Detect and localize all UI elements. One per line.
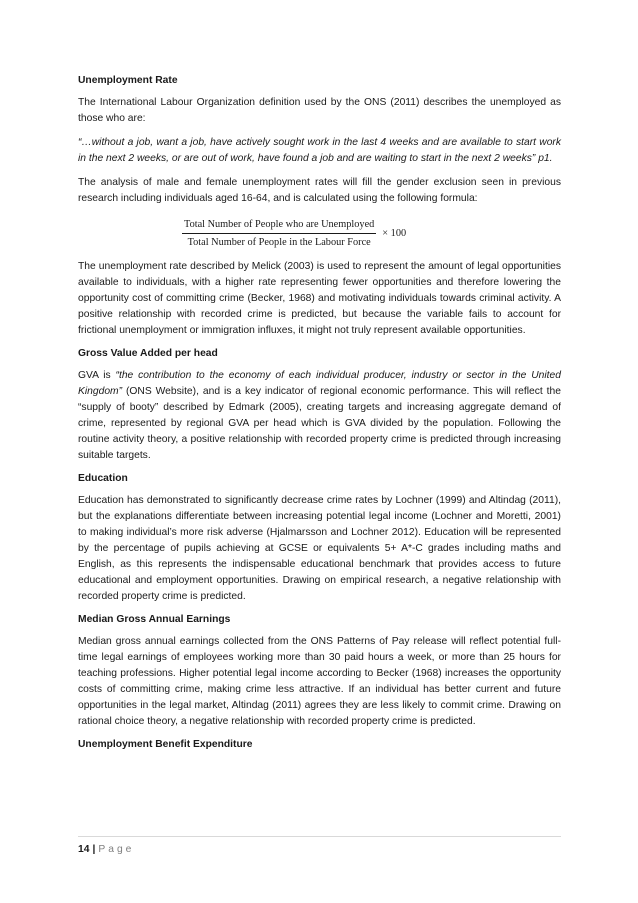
- paragraph-earnings: Median gross annual earnings collected from the ONS Patterns of Pay release will reflect potential full-time legal earnings of employees working more than 30 paid hours a week, or more than 25 hours for teaching professions. Higher potential legal income according to Becker (1968) increases the opportunity costs of committing crime, making crime less attractive. If an individual has better current and future opportunities in the legal market, Altindag (2011) agrees they are less likely to commit crime. Drawing on rational choice theory, a negative relationship with recorded property crime is predicted.: [78, 636, 561, 727]
- heading-unemployment-rate: Unemployment Rate: [78, 75, 178, 86]
- formula-numerator: Total Number of People who are Unemployed: [182, 218, 376, 234]
- paragraph-ilo-definition: The International Labour Organization definition used by the ONS (2011) describes the unemployed as those who are:: [78, 97, 561, 124]
- formula-fraction: [182, 218, 376, 249]
- gva-rest: (ONS Website), and is a key indicator of regional economic performance. This will reflect the “supply of booty” described by Edmark (2005), creating targets and increasing aggregate demand of crime, represented by regional GVA per head which is GVA divided by the population. Following the routine activity theory, a positive relationship with recorded property crime is predicted through increasing suitable targets.: [78, 386, 561, 461]
- heading-benefit-expenditure: Unemployment Benefit Expenditure: [78, 739, 253, 750]
- paragraph-gva: [78, 368, 561, 464]
- paragraph-education: Education has demonstrated to significantly decrease crime rates by Lochner (1999) and Altindag (2011), but the explanations differentiate between increasing potential legal income (Lochner and Moretti, 2001) to making individual’s more risk adverse (Hjalmarsson and Lochner 2012). Education will be represented by the percentage of pupils achieving at GCSE or equivalents 5+ A*-C grades including maths and English, as this represents the indispensable educational benchmark that provides access to future educational and employment opportunities. Drawing on empirical research, a negative relationship with recorded property crime is predicted.: [78, 495, 561, 602]
- heading-gva: Gross Value Added per head: [78, 348, 218, 359]
- footer-separator: |: [92, 844, 96, 855]
- paragraph-melick: The unemployment rate described by Melick (2003) is used to represent the amount of legal opportunities available to individuals, with a higher rate representing fewer opportunities and therefore lowering the opportunity cost of committing crime (Becker, 1968) and motivating individuals towards criminal activity. A positive relationship with recorded crime is predicted, but because the variable fails to account for frictional unemployment or immigration influxes, it might not truly represent available opportunities.: [78, 261, 561, 336]
- formula-denominator: Total Number of People in the Labour Force: [187, 236, 371, 248]
- quote-ilo-definition: “…without a job, want a job, have actively sought work in the last 4 weeks and are available to start work in the next 2 weeks, or are out of work, have found a job and are waiting to start in the next 2 weeks” p1.: [78, 137, 561, 164]
- heading-education: Education: [78, 473, 128, 484]
- gva-quote: “the contribution to the economy of each individual producer, industry or sector in the United Kingdom”: [78, 370, 561, 397]
- page-number: 14: [78, 844, 90, 855]
- unemployment-formula: [182, 215, 561, 251]
- footer-rule: [78, 836, 561, 837]
- page-content: [78, 74, 561, 759]
- formula-multiplier: × 100: [382, 227, 407, 239]
- heading-earnings: Median Gross Annual Earnings: [78, 614, 231, 625]
- paragraph-formula-intro: The analysis of male and female unemployment rates will fill the gender exclusion seen in previous research including individuals aged 16-64, and is calculated using the following formula:: [78, 177, 561, 204]
- page-word: Page: [98, 844, 135, 855]
- gva-lead: GVA is: [78, 370, 116, 381]
- page-footer: [78, 843, 134, 856]
